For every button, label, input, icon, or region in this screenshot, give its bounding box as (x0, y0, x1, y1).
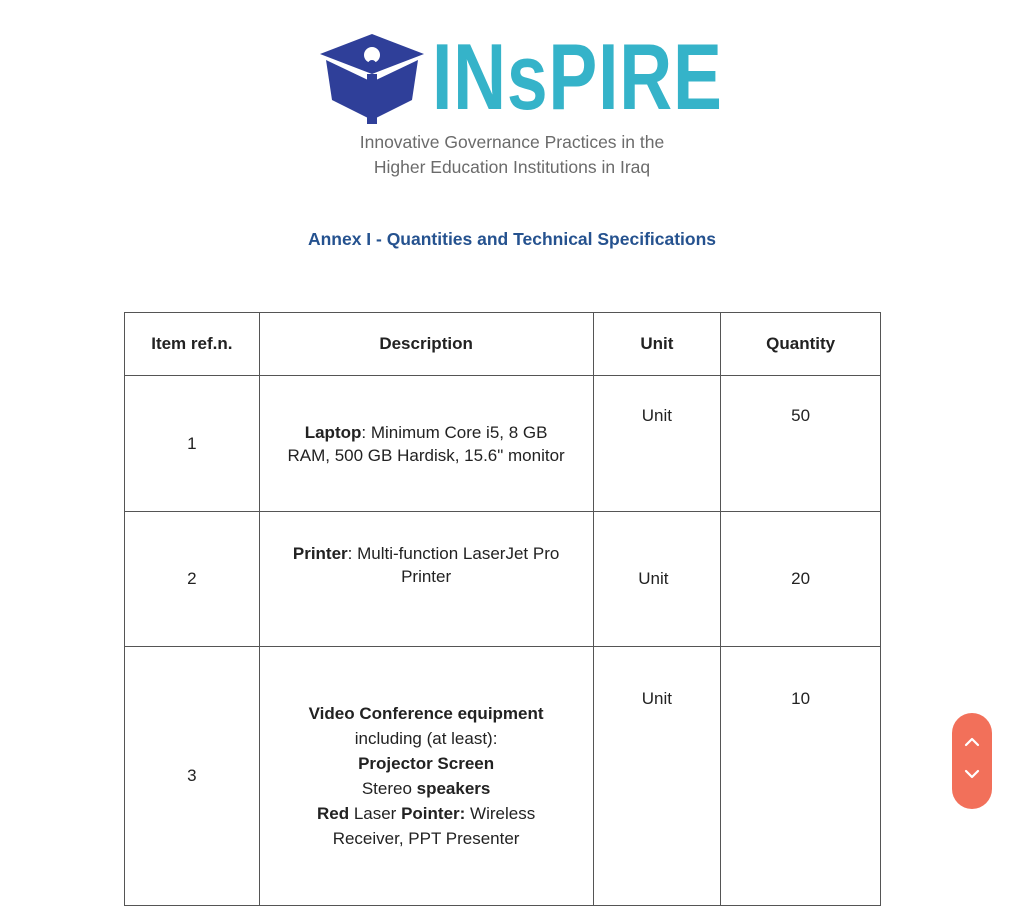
item-pointer: Pointer: (401, 804, 466, 823)
cell-unit: Unit (593, 512, 721, 647)
scroll-down-button[interactable] (952, 757, 992, 797)
item-name: Laptop (304, 422, 362, 442)
header-quantity: Quantity (721, 313, 881, 376)
cell-unit: Unit (593, 647, 721, 906)
item-speakers: speakers (416, 779, 491, 798)
specifications-table (124, 312, 881, 906)
graduation-cap-person-icon (318, 30, 426, 128)
brand-tagline (262, 130, 762, 180)
tagline-line-1: Innovative Governance Practices in the (359, 132, 665, 152)
item-spec: : Minimum Core i5, 8 GB (361, 422, 548, 442)
page-scroll-controls (952, 713, 992, 809)
cell-description (259, 376, 593, 512)
item-projector: Projector Screen (358, 754, 495, 773)
header-description: Description (259, 313, 593, 376)
table-row (125, 376, 881, 512)
cell-description (259, 512, 593, 647)
inspire-logo (318, 24, 723, 130)
cell-quantity: 20 (721, 512, 881, 647)
cell-ref: 2 (125, 512, 260, 647)
item-spec: : Multi-function LaserJet Pro (347, 544, 560, 563)
header-unit: Unit (593, 313, 721, 376)
table-row (125, 512, 881, 647)
cell-quantity: 50 (721, 376, 881, 512)
cell-description (259, 647, 593, 906)
cell-ref: 1 (125, 376, 260, 512)
item-name: Video Conference equipment (308, 704, 544, 723)
item-spec-line-2: RAM, 500 GB Hardisk, 15.6" monitor (287, 445, 565, 465)
cell-unit: Unit (593, 376, 721, 512)
item-name: Printer (292, 544, 348, 563)
item-stereo: Stereo (361, 779, 417, 798)
item-pointer-rest: Wireless (465, 804, 536, 823)
item-pointer-line-2: Receiver, PPT Presenter (332, 829, 520, 848)
chevron-up-icon (964, 737, 980, 747)
item-spec-line-2: Printer (401, 567, 452, 586)
chevron-down-icon (964, 769, 980, 779)
cell-quantity: 10 (721, 647, 881, 906)
item-red: Red (316, 804, 350, 823)
brand-wordmark: INsPIRE (432, 24, 723, 129)
item-including: including (at least): (354, 729, 498, 748)
tagline-line-2: Higher Education Institutions in Iraq (373, 157, 651, 177)
annex-title: Annex I - Quantities and Technical Specifications (307, 229, 717, 249)
item-laser: Laser (349, 804, 402, 823)
cell-ref: 3 (125, 647, 260, 906)
table-row (125, 647, 881, 906)
header-item-ref: Item ref.n. (125, 313, 260, 376)
table-header-row (125, 313, 881, 376)
